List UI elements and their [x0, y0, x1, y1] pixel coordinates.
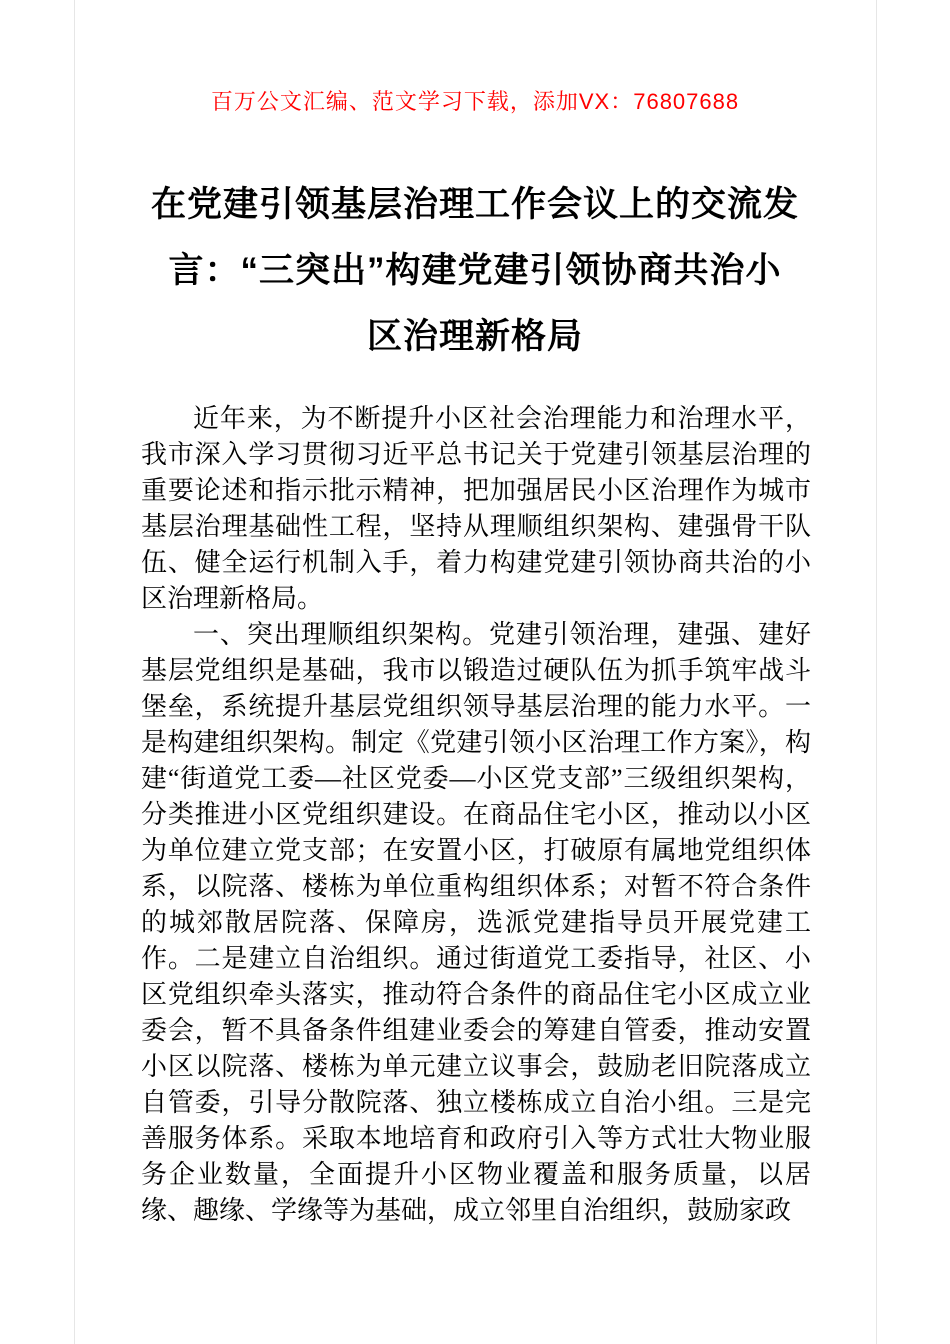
paragraph-intro: 近年来，为不断提升小区社会治理能力和治理水平，我市深入学习贯彻习近平总书记关于党建引领基层治理的重要论述和指示批示精神，把加强居民小区治理作为城市基层治理基础性工程，坚持从理顺组织架构、建强骨干队伍、健全运行机制入手，着力构建党建引领协商共治的小区治理新格局。	[141, 404, 811, 613]
document-title	[85, 172, 865, 370]
document-title-line-2: 言：“三突出”构建党建引领协商共治小	[168, 251, 782, 290]
page-edge-left	[74, 0, 75, 1344]
document-title-line-1: 在党建引领基层治理工作会议上的交流发	[150, 185, 799, 224]
page-edge-right	[876, 0, 877, 1344]
promo-banner: 百万公文汇编、范文学习下载，添加VX：76807688	[210, 89, 740, 114]
document-body	[141, 401, 811, 1233]
document-title-line-3: 区治理新格局	[366, 317, 583, 356]
paragraph-section-1: 一、突出理顺组织架构。党建引领治理，建强、建好基层党组织是基础，我市以锻造过硬队伍为抓手筑牢战斗堡垒，系统提升基层党组织领导基层治理的能力水平。一是构建组织架构。制定《党建引领小区治理工作方案》，构建“街道党工委—社区党委—小区党支部”三级组织架构，分类推进小区党组织建设。在商品住宅小区，推动以小区为单位建立党支部；在安置小区，打破原有属地党组织体系，以院落、楼栋为单位重构组织体系；对暂不符合条件的城郊散居院落、保障房，选派党建指导员开展党建工作。二是建立自治组织。通过街道党工委指导，社区、小区党组织牵头落实，推动符合条件的商品住宅小区成立业委会，暂不具备条件组建业委会的筹建自管委，推动安置小区以院落、楼栋为单元建立议事会，鼓励老旧院落成立自管委，引导分散院落、独立楼栋成立自治小组。三是完善服务体系。采取本地培育和政府引入等方式壮大物业服务企业数量，全面提升小区物业覆盖和服务质量，以居缘、趣缘、学缘等为基础，成立邻里自治组织，鼓励家政	[141, 620, 811, 1225]
